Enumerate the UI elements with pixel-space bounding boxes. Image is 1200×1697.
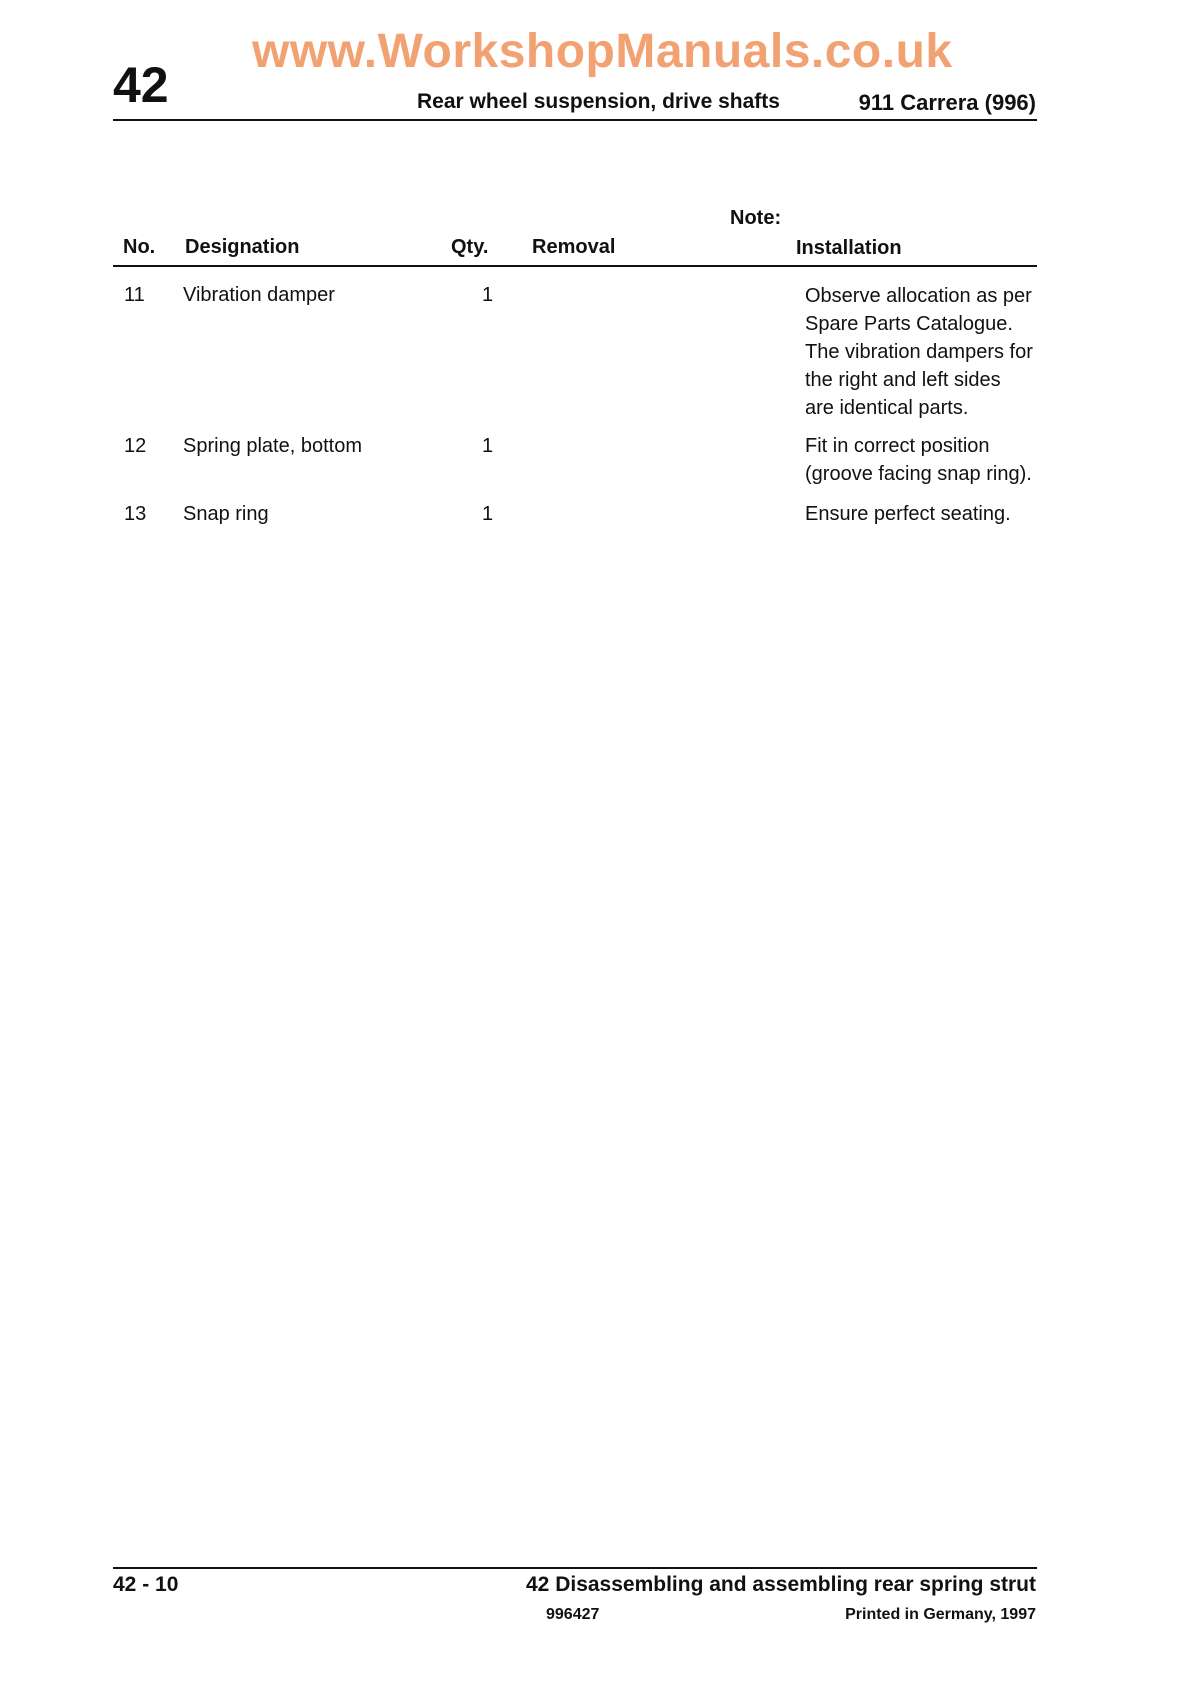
row-11-installation (805, 282, 1037, 422)
footer-rule (113, 1567, 1037, 1569)
installation-line: Ensure perfect seating. (805, 503, 1011, 525)
column-header-removal: Removal (532, 236, 616, 258)
installation-line: Spare Parts Catalogue. (805, 313, 1013, 335)
installation-line: the right and left sides (805, 369, 1001, 391)
header-rule (113, 119, 1037, 121)
row-13-installation (805, 500, 1037, 528)
column-header-designation: Designation (185, 236, 300, 258)
row-13-no: 13 (124, 503, 147, 525)
footer-printed: Printed in Germany, 1997 (845, 1606, 1036, 1623)
row-12-designation: Spring plate, bottom (183, 435, 362, 457)
watermark-text: www.WorkshopManuals.co.uk (252, 25, 953, 78)
note-label: Note: (730, 207, 782, 229)
row-13-designation: Snap ring (183, 503, 269, 525)
row-12-qty: 1 (482, 435, 494, 457)
row-11-designation: Vibration damper (183, 284, 335, 306)
header-model: 911 Carrera (996) (858, 90, 1036, 115)
row-11-qty: 1 (482, 284, 494, 306)
footer-chapter-number: 42 (526, 1573, 550, 1596)
installation-line: (groove facing snap ring). (805, 463, 1032, 485)
column-header-installation: Installation (796, 237, 902, 259)
header-title: Rear wheel suspension, drive shafts (417, 90, 780, 113)
footer-doc-code: 996427 (546, 1606, 600, 1623)
footer-page-number: 42 - 10 (113, 1573, 179, 1596)
installation-line: are identical parts. (805, 397, 969, 419)
footer-title: Disassembling and assembling rear spring strut (555, 1573, 1036, 1596)
installation-line: Fit in correct position (805, 435, 990, 457)
row-11-no: 11 (124, 284, 145, 306)
section-number: 42 (113, 57, 169, 113)
installation-line: Observe allocation as per (805, 285, 1032, 307)
row-12-no: 12 (124, 435, 147, 457)
row-12-installation (805, 432, 1037, 488)
row-13-qty: 1 (482, 503, 494, 525)
column-header-no: No. (123, 236, 156, 258)
column-header-qty: Qty. (451, 236, 489, 258)
table-header-rule (113, 265, 1037, 267)
installation-line: The vibration dampers for (805, 341, 1033, 363)
